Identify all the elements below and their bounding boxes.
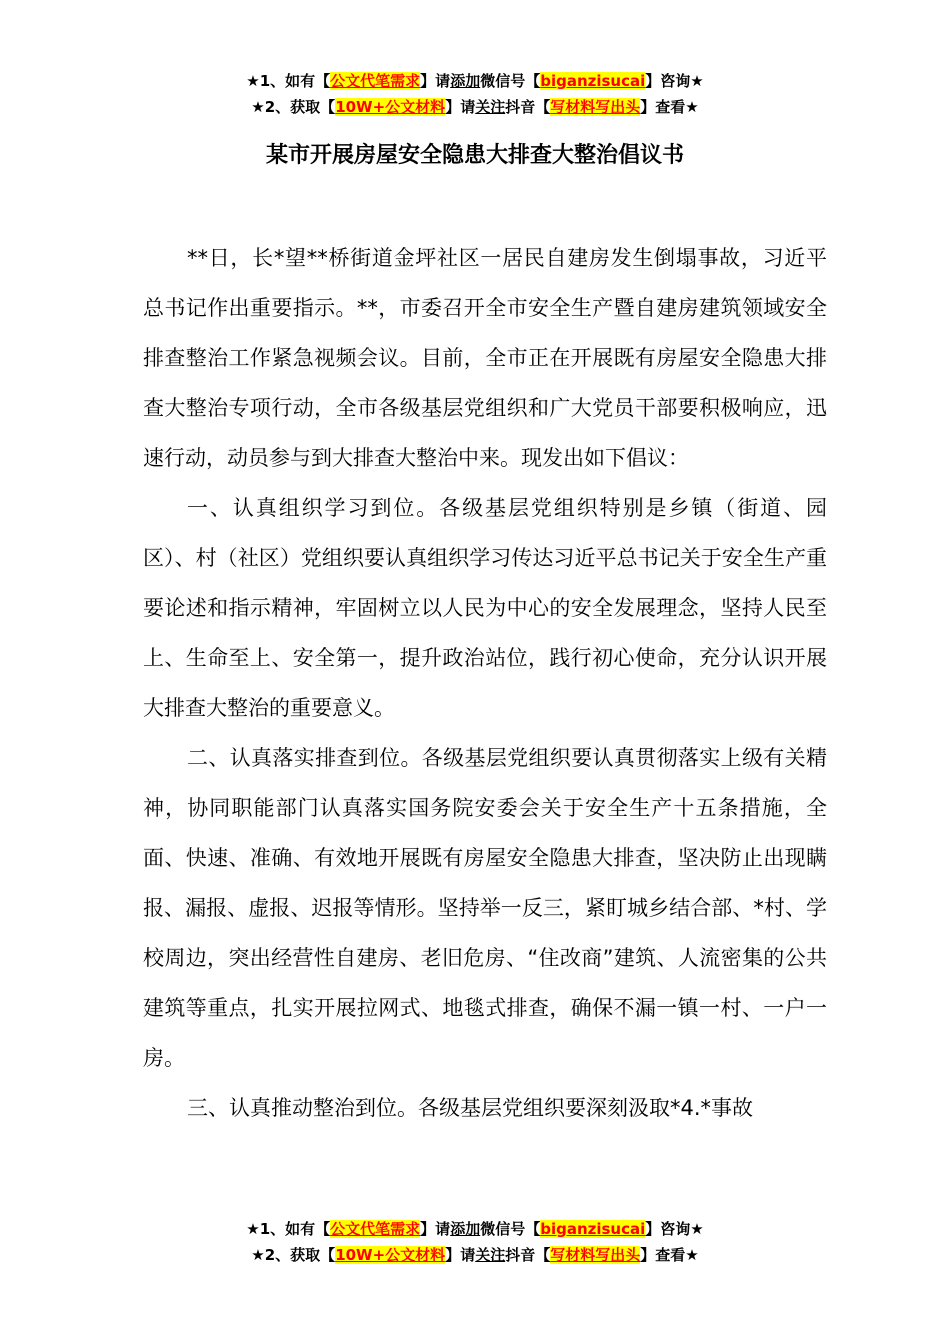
footer-line-1-highlight-wechat: biganzisucai xyxy=(540,1220,646,1238)
footer-line-2-mid2: 抖音【 xyxy=(505,1246,551,1264)
header-line-1-prefix: ★1、如有【 xyxy=(246,72,331,90)
header-banner xyxy=(0,68,950,120)
header-line-2-mid2: 抖音【 xyxy=(505,98,551,116)
header-line-1-highlight-service: 公文代笔需求 xyxy=(330,72,421,90)
header-line-2-mid: 】请 xyxy=(445,98,476,116)
paragraph-one: 一、认真组织学习到位。各级基层党组织特别是乡镇（街道、园区）、村（社区）党组织要认真组织学习传达习近平总书记关于安全生产重要论述和指示精神，牢固树立以人民为中心的安全发展理念，坚持人民至上、生命至上、安全第一，提升政治站位，践行初心使命，充分认识开展大排查大整治的重要意义。 xyxy=(143,496,827,720)
header-line-2-prefix: ★2、获取【 xyxy=(251,98,336,116)
document-body xyxy=(143,233,827,1133)
paragraph-two: 二、认真落实排查到位。各级基层党组织要认真贯彻落实上级有关精神，协同职能部门认真落实国务院安委会关于安全生产十五条措施，全面、快速、准确、有效地开展既有房屋安全隐患大排查，坚决防止出现瞒报、漏报、虚报、迟报等情形。坚持举一反三，紧盯城乡结合部、*村、学校周边，突出经营性自建房、老旧危房、“住改商”建筑、人流密集的公共建筑等重点，扎实开展拉网式、地毯式排查，确保不漏一镇一村、一户一房。 xyxy=(143,746,827,1070)
header-line-1 xyxy=(0,68,950,94)
paragraph-intro: **日，长*望**桥街道金坪社区一居民自建房发生倒塌事故，习近平总书记作出重要指示。**，市委召开全市安全生产暨自建房建筑领域安全排查整治工作紧急视频会议。目前，全市正在开展既有房屋安全隐患大排查大整治专项行动，全市各级基层党组织和广大党员干部要积极响应，迅速行动，动员参与到大排查大整治中来。现发出如下倡议： xyxy=(143,246,827,470)
footer-banner xyxy=(0,1216,950,1268)
footer-line-2 xyxy=(0,1242,950,1268)
header-line-1-highlight-wechat: biganzisucai xyxy=(540,72,646,90)
footer-line-1-highlight-service: 公文代笔需求 xyxy=(330,1220,421,1238)
footer-line-2-underlined: 关注 xyxy=(475,1246,506,1264)
header-line-1-mid: 】请 xyxy=(420,72,451,90)
footer-line-1 xyxy=(0,1216,950,1242)
footer-line-1-suffix: 】咨询★ xyxy=(645,1220,704,1238)
header-line-2-highlight-materials: 10W+公文材料 xyxy=(335,98,446,116)
document-title: 某市开展房屋安全隐患大排查大整治倡议书 xyxy=(265,143,684,168)
footer-line-2-suffix: 】查看★ xyxy=(640,1246,699,1264)
footer-line-2-highlight-materials: 10W+公文材料 xyxy=(335,1246,446,1264)
header-line-1-underlined: 添加 xyxy=(450,72,481,90)
footer-line-1-prefix: ★1、如有【 xyxy=(246,1220,331,1238)
header-line-2-suffix: 】查看★ xyxy=(640,98,699,116)
footer-line-2-prefix: ★2、获取【 xyxy=(251,1246,336,1264)
header-line-2 xyxy=(0,94,950,120)
header-line-2-highlight-douyin: 写材料写出头 xyxy=(550,98,641,116)
footer-line-1-mid2: 微信号【 xyxy=(480,1220,541,1238)
footer-line-1-underlined: 添加 xyxy=(450,1220,481,1238)
paragraph-three: 三、认真推动整治到位。各级基层党组织要深刻汲取*4.*事故 xyxy=(187,1096,754,1120)
header-line-2-underlined: 关注 xyxy=(475,98,506,116)
footer-line-2-highlight-douyin: 写材料写出头 xyxy=(550,1246,641,1264)
footer-line-1-mid: 】请 xyxy=(420,1220,451,1238)
header-line-1-suffix: 】咨询★ xyxy=(645,72,704,90)
header-line-1-mid2: 微信号【 xyxy=(480,72,541,90)
footer-line-2-mid: 】请 xyxy=(445,1246,476,1264)
